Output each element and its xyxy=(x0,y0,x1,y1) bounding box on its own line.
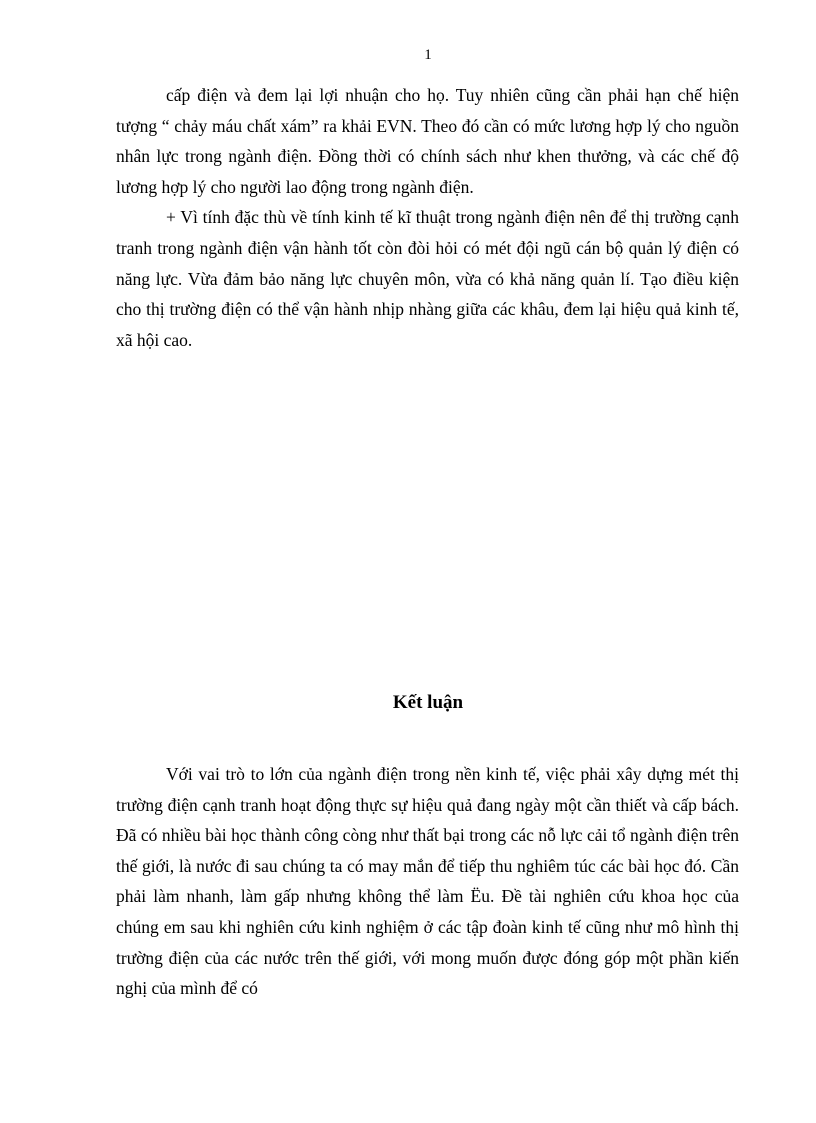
page-number: 1 xyxy=(424,47,432,63)
body-text-top xyxy=(116,80,739,355)
conclusion-body xyxy=(116,759,739,1004)
conclusion-heading: Kết luận xyxy=(392,692,464,713)
paragraph-continuation: cấp điện và đem lại lợi nhuận cho họ. Tuy nhiên cũng cần phải hạn chế hiện tượng “ chảy máu chất xám” ra khải EVN. Theo đó cần có mức lương hợp lý cho nguồn nhân lực trong ngành điện. Đồng thời có chính sách như khen thưởng, và các chế độ lương hợp lý cho người lao động trong ngành điện. xyxy=(116,85,739,197)
paragraph-conclusion: Với vai trò to lớn của ngành điện trong nền kinh tế, việc phải xây dựng mét thị trường điện cạnh tranh hoạt động thực sự hiệu quả đang ngày một cần thiết và cấp bách. Đã có nhiều bài học thành công còng như thất bại trong các nỗ lực cải tổ ngành điện trên thế giới, là nước đi sau chúng ta có may mắn để tiếp thu nghiêm túc các bài học đó. Cần phải làm nhanh, làm gấp nhưng không thể làm Ëu. Đề tài nghiên cứu khoa học của chúng em sau khi nghiên cứu kinh nghiệm ở các tập đoàn kinh tế cũng như mô hình thị trường điện của các nước trên thế giới, với mong muốn được đóng góp một phần kiến nghị của mình để có xyxy=(116,764,739,999)
paragraph-skilled-staff: + Vì tính đặc thù về tính kinh tế kĩ thuật trong ngành điện nên để thị trường cạnh tranh trong ngành điện vận hành tốt còn đòi hỏi có mét đội ngũ cán bộ quản lý điện có năng lực. Vừa đảm bảo năng lực chuyên môn, vừa có khả năng quản lí. Tạo điều kiện cho thị trường điện có thể vận hành nhịp nhàng giữa các khâu, đem lại hiệu quả kinh tế, xã hội cao. xyxy=(116,207,739,350)
